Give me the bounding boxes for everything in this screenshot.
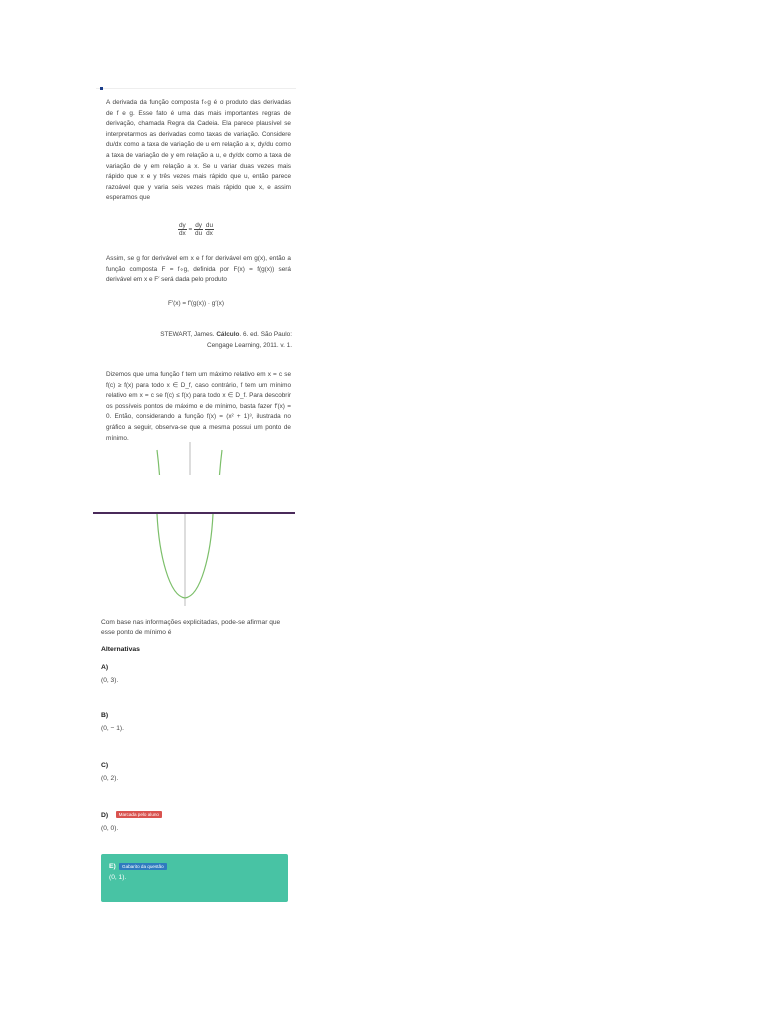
- function-graph-bottom: [93, 514, 295, 606]
- alternative-e-correct[interactable]: [101, 854, 288, 902]
- alternatives-panel: [93, 512, 295, 904]
- eq-numerator: dy: [178, 222, 186, 229]
- question-marker-icon: [100, 87, 103, 90]
- question-statement: Com base nas informações explicitadas, pode-se afirmar que esse ponto de mínimo é: [101, 619, 281, 637]
- eq-denominator: du: [195, 230, 203, 237]
- reference-title: Cálculo: [216, 331, 240, 338]
- alternative-letter: A): [101, 664, 109, 671]
- reference-author: STEWART, James.: [160, 331, 217, 338]
- alternative-b[interactable]: [101, 704, 291, 732]
- alternative-letter: E): [109, 863, 116, 870]
- curve-right-branch: [220, 450, 223, 475]
- question-text-panel: [96, 82, 296, 475]
- eq-equals: =: [188, 226, 193, 234]
- alternative-a[interactable]: [101, 656, 291, 684]
- bibliographic-reference: [156, 330, 292, 351]
- alternative-d[interactable]: [101, 804, 291, 832]
- alternative-letter: D): [101, 812, 109, 819]
- alternative-value: (0, 2).: [101, 775, 119, 782]
- alternative-value: (0, − 1).: [101, 725, 124, 732]
- marked-by-student-badge: Marcada pelo aluno: [116, 811, 162, 818]
- alternative-value: (0, 0).: [101, 825, 119, 832]
- alternative-value: (0, 3).: [101, 677, 119, 684]
- alternatives-title: Alternativas: [101, 646, 140, 653]
- curve-left-branch: [157, 450, 160, 475]
- alternative-value: (0, 1).: [109, 874, 127, 881]
- alternative-letter: C): [101, 762, 109, 769]
- function-graph-top: [96, 442, 296, 475]
- derivative-product-equation: F′(x) = f′(g(x)) · g′(x): [168, 300, 224, 307]
- eq-denominator: dx: [178, 230, 186, 237]
- eq-denominator: dx: [206, 230, 213, 237]
- eq-numerator: du: [205, 222, 214, 229]
- fraction-dy-du: [194, 222, 203, 237]
- answer-key-badge: Gabarito da questão: [119, 863, 167, 870]
- panel-top-border: [96, 88, 296, 89]
- alternative-c[interactable]: [101, 754, 291, 782]
- eq-numerator: dy: [195, 222, 202, 229]
- fraction-du-dx: [205, 222, 214, 237]
- chain-rule-equation: [136, 222, 256, 237]
- chain-rule-paragraph: A derivada da função composta f∘g é o produto das derivadas de f e g. Esse fato é uma das mais importantes regras de derivação, chamada Regra da Cadeia. Ela parece plausível se interpretarmos as derivadas como taxas de variação. Considere du/dx como a taxa de variação de u em relação a x, dy/du como a taxa de variação de y em relação a u, e dy/dx como a taxa de variação de y em relação a x. Se u variar duas vezes mais rápido que x e y três vezes mais rápido que u, então parece razoável que y varia seis vezes mais rápido que x, e assim esperamos que: [106, 99, 291, 202]
- relative-extrema-paragraph: Dizemos que uma função f tem um máximo relativo em x = c se f(c) ≥ f(x) para todo x ∈ D_f, caso contrário, f tem um mínimo relativo em x = c se f(c) ≤ f(x) para todo x ∈ D_f. Para descobrir os possíveis pontos de máximo e de mínimo, basta fazer f′(x) = 0. Então, considerando a função f(x) = (x² + 1)³, ilustrada no gráfico a seguir, observa-se que a mesma possui um ponto de mínimo.: [106, 371, 291, 442]
- alternative-letter: B): [101, 712, 109, 719]
- fraction-dy-dx: [178, 222, 187, 237]
- composite-function-paragraph: Assim, se g for derivável em x e f for derivável em g(x), então a função composta F = f∘g, definida por F(x) = f(g(x)) será derivável em x e F′ será dada pelo produto: [106, 255, 291, 284]
- reference-details: . 6. ed. São Paulo: Cengage Learning, 2011. v. 1.: [206, 331, 292, 349]
